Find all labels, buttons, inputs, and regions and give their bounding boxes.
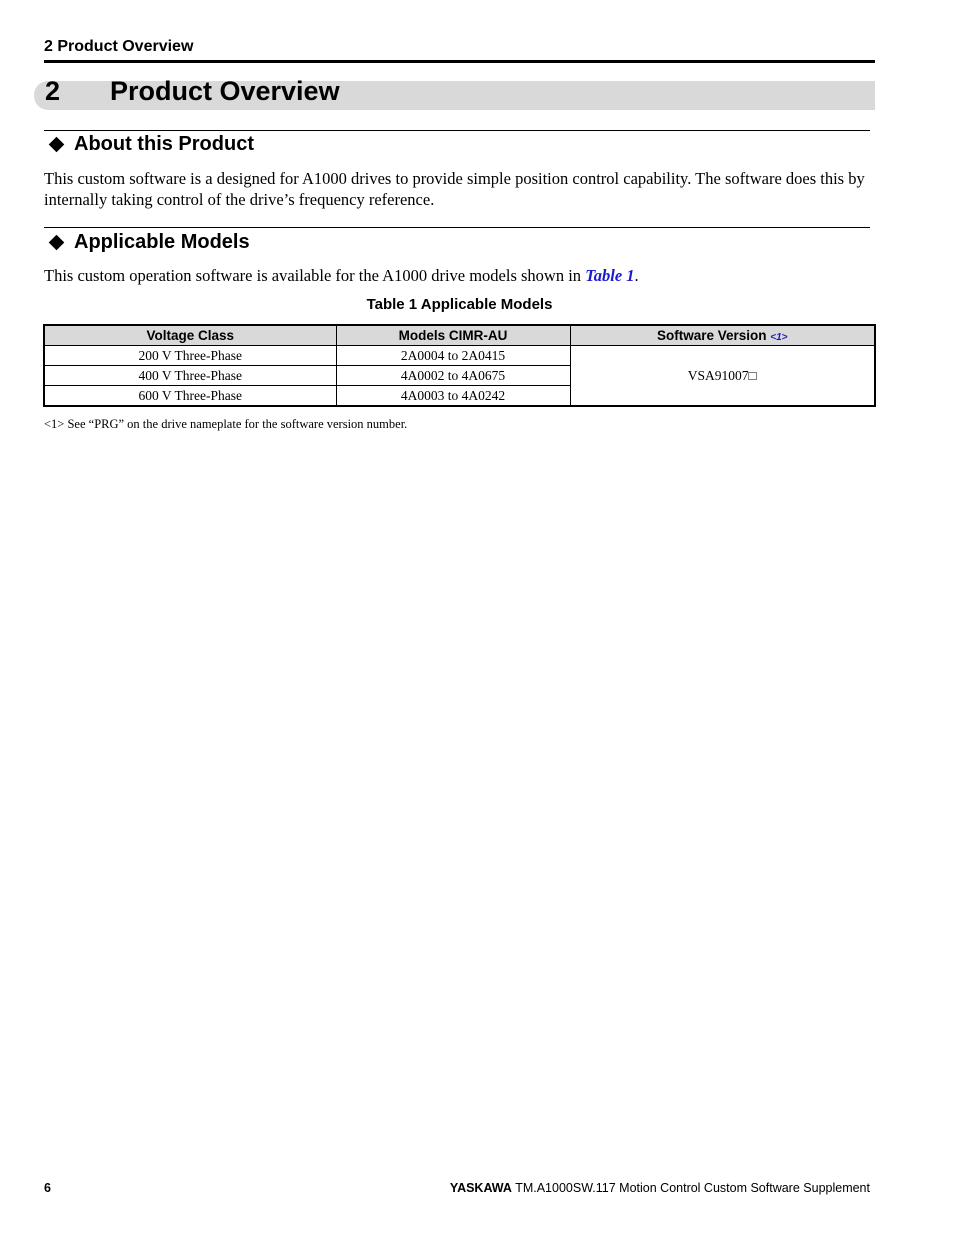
table-1-link[interactable]: Table 1	[585, 266, 635, 285]
column-header-models: Models CIMR-AU	[336, 325, 570, 346]
models-cell: 2A0004 to 2A0415	[336, 346, 570, 366]
section-number: 2	[45, 76, 61, 106]
subsection-heading-about	[48, 133, 254, 156]
voltage-cell: 400 V Three-Phase	[44, 366, 336, 386]
about-paragraph: This custom software is a designed for A1000 drives to provide simple position control capability. The software does this by internally taking control of the drive’s frequency reference.	[44, 169, 865, 209]
footer-doc-title: TM.A1000SW.117 Motion Control Custom Software Supplement	[515, 1181, 870, 1195]
table-caption: Table 1 Applicable Models	[366, 296, 553, 313]
applicable-models-table	[43, 324, 876, 407]
diamond-bullet-icon	[49, 137, 65, 153]
models-cell: 4A0002 to 4A0675	[336, 366, 570, 386]
diamond-bullet-icon	[49, 235, 65, 251]
column-header-voltage: Voltage Class	[44, 325, 336, 346]
subsection-rule-models	[44, 227, 870, 228]
footnote-ref-link[interactable]: <1>	[770, 332, 788, 343]
voltage-cell: 600 V Three-Phase	[44, 386, 336, 407]
running-header: 2 Product Overview	[44, 38, 194, 55]
table-footnote: <1> See “PRG” on the drive nameplate for the software version number.	[44, 417, 408, 431]
table-header-row	[44, 325, 875, 346]
page-number: 6	[44, 1181, 51, 1195]
footer-document-title	[450, 1181, 870, 1195]
models-text-before: This custom operation software is available for the A1000 drive models shown in	[44, 266, 586, 285]
subsection-rule-about	[44, 130, 870, 131]
footer-brand: YASKAWA	[449, 1181, 512, 1195]
header-rule	[44, 60, 875, 63]
about-heading-text: About this Product	[74, 133, 254, 155]
column-header-software	[570, 325, 875, 346]
software-version-cell: VSA91007□	[570, 346, 875, 407]
models-heading-text: Applicable Models	[74, 231, 250, 253]
table-row	[44, 346, 875, 366]
voltage-cell: 200 V Three-Phase	[44, 346, 336, 366]
subsection-heading-models	[48, 231, 250, 254]
models-cell: 4A0003 to 4A0242	[336, 386, 570, 407]
section-title: Product Overview	[110, 76, 340, 106]
models-text-after: .	[634, 266, 639, 285]
software-version-header-text: Software Version	[656, 328, 767, 343]
models-paragraph	[44, 265, 876, 286]
